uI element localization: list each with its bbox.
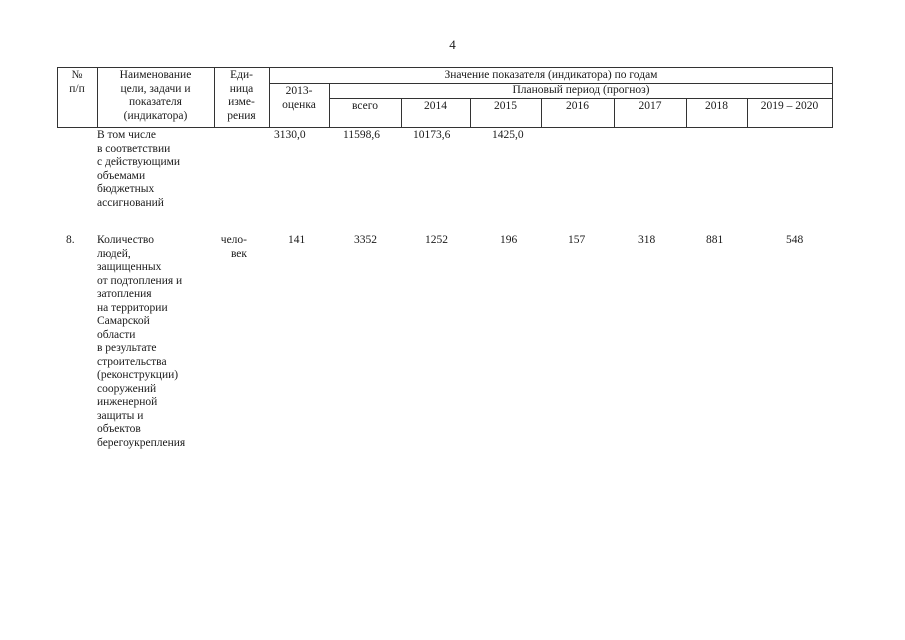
row-value-2013: 3130,0 xyxy=(274,129,306,141)
row-value-2015: 196 xyxy=(500,234,518,246)
header-year-2014: 2014 xyxy=(424,100,447,112)
row-value-2013: 141 xyxy=(288,234,306,246)
row-value-2017: 318 xyxy=(638,234,656,246)
row-unit: чело- век xyxy=(220,234,247,260)
row-value-2016: 157 xyxy=(568,234,586,246)
header-col-2013: 2013- оценка xyxy=(282,85,316,111)
header-year-2017: 2017 xyxy=(638,100,662,112)
header-year-2019-2020: 2019 – 2020 xyxy=(760,100,819,112)
header-year-2016: 2016 xyxy=(566,100,589,112)
row-value-total: 11598,6 xyxy=(343,129,380,141)
header-col-num: № п/п xyxy=(69,69,85,95)
row-value-2014: 1252 xyxy=(425,234,448,246)
row-value-total: 3352 xyxy=(354,234,377,246)
row-name: Количество людей, защищенных от подтопления и затопления на территории Самарской области в результате строительства (реконструкции) сооружений инженерной защиты и объектов берегоукрепления xyxy=(97,234,186,449)
row-value-2014: 10173,6 xyxy=(413,129,451,141)
header-group-title: Значение показателя (индикатора) по годам xyxy=(444,69,658,81)
header-plan-title: Плановый период (прогноз) xyxy=(512,84,650,96)
row-value-2018: 881 xyxy=(706,234,724,246)
row-num: 8. xyxy=(66,234,75,246)
header-col-unit: Еди- ница изме- рения xyxy=(227,69,256,122)
header-year-total: всего xyxy=(352,100,378,112)
row-value-2015: 1425,0 xyxy=(492,129,524,141)
header-year-2018: 2018 xyxy=(705,100,728,112)
row-value-2019-2020: 548 xyxy=(786,234,804,246)
row-name: В том числе в соответствии с действующими объемами бюджетных ассигнований xyxy=(97,129,181,209)
header-year-2015: 2015 xyxy=(494,100,517,112)
page-number: 4 xyxy=(449,37,456,52)
header-col-name: Наименование цели, задачи и показателя (индикатора) xyxy=(119,69,192,122)
